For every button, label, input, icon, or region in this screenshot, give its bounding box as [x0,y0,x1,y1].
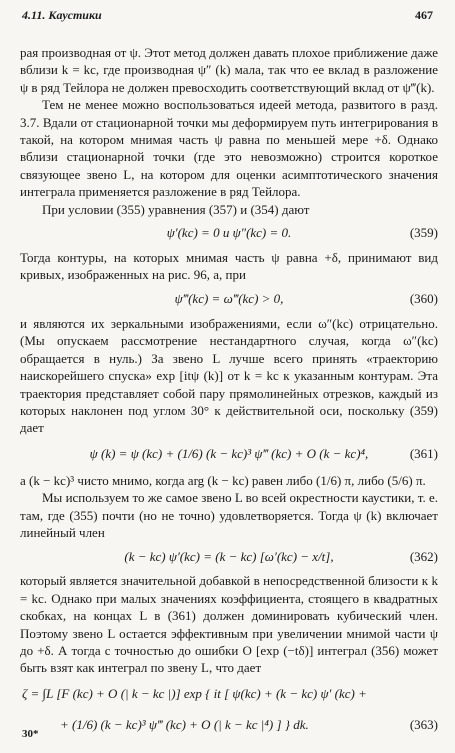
paragraph-4: Тогда контуры, на которых мнимая часть ψ равна +δ, принимают вид кривых, изображенных на рис. 96, а, при [20,250,438,283]
equation-360 [20,288,438,310]
text-body [20,44,438,743]
paragraph-3: При условии (355) уравнения (357) и (354) дают [42,201,310,217]
paragraph-8: который является значительной добавкой в непосредственной близости к k = kc. Однако при малых значениях коэффициента, стоящего в квадратных скобках, на концах L в (361) должен доминировать кубический член. Поэтому звено L остается эффективным при увеличении мнимой части ψ до +δ. А тогда с точностью до ошибки O [exp (−tδ)] интеграл (356) может быть взят как интеграл по звену L, что дает [20,573,438,676]
equation-362-number: (362) [409,548,438,564]
signature-mark: 30* [22,728,39,740]
equation-359 [20,222,438,244]
paragraph-6: а (k − kc)³ чисто мнимо, когда arg (k − kc) равен либо (1/6) π, либо (5/6) π. [20,472,426,488]
equation-362 [20,545,438,567]
equation-363-number: (363) [409,717,438,733]
section-title: 4.11. Каустики [22,8,102,22]
equation-361-expr: ψ (k) = ψ (kc) + (1/6) (k − kc)³ ψ‴ (kc) + O (k − kc)⁴, [89,446,369,462]
running-header [22,8,433,23]
equation-363-line-1 [20,681,438,707]
equation-359-expr: ψ′(kc) = 0 и ψ″(kc) = 0. [166,225,292,241]
equation-363-expr-1: ζ = ∫L [F (kc) + O (| k − kc |)] exp { it [ ψ(kc) + (k − kc) ψ′ (kc) + [22,686,367,702]
equation-359-number: (359) [409,225,438,241]
equation-361 [20,441,438,467]
page-number: 467 [415,8,433,22]
paragraph-7: Мы используем то же самое звено L во всей окрестности каустики, т. е. там, где (355) почти (но не точно) удовлетворяется. Тогда ψ (k) включает линейный член [20,490,438,540]
equation-363-line-2 [20,712,438,738]
equation-360-expr: ψ‴(kc) = ω‴(kc) > 0, [174,291,284,307]
equation-362-expr: (k − kc) ψ′(kc) = (k − kc) [ω′(kc) − x/t], [124,548,334,564]
paragraph-2: Тем не менее можно воспользоваться идеей метода, развитого в разд. 3.7. Вдали от стационарной точки мы деформируем путь интегрирования в такой, на котором мнимая часть ψ равна по меньшей мере +δ. Однако вблизи стационарной точки (где это невозможно) строится короткое связующее звено L, на котором для оценки асимптотического значения интеграла применяется разложение в ряд Тейлора. [20,97,438,200]
paragraph-5: и являются их зеркальными изображениями, если ω″(kc) отрицательно. (Мы опускаем рассмотрение нестандартного случая, когда ω″(kc) обращается в нуль.) За звено L лучше всего принять «траекторию наискорейшего спуска» exp [itψ (k)] от k = kc к указанным контурам. Эта траектория представляет собой пару прямолинейных отрезков, каждый из которых наклонен под углом 30° к действительной оси, поскольку (359) дает [20,315,438,436]
equation-363-expr-2: + (1/6) (k − kc)³ ψ‴ (kc) + O (| k − kc |⁴) ] } dk. [60,717,309,733]
paragraph-1: рая производная от ψ. Этот метод должен давать плохое приближение даже вблизи k = kc, где производная ψ″ (k) мала, так что ее вклад в разложение ψ в ряд Тейлора не должен превосходить соответствующий вклад от ψ‴(k). [20,45,438,95]
equation-361-number: (361) [409,446,438,462]
equation-360-number: (360) [409,291,438,307]
